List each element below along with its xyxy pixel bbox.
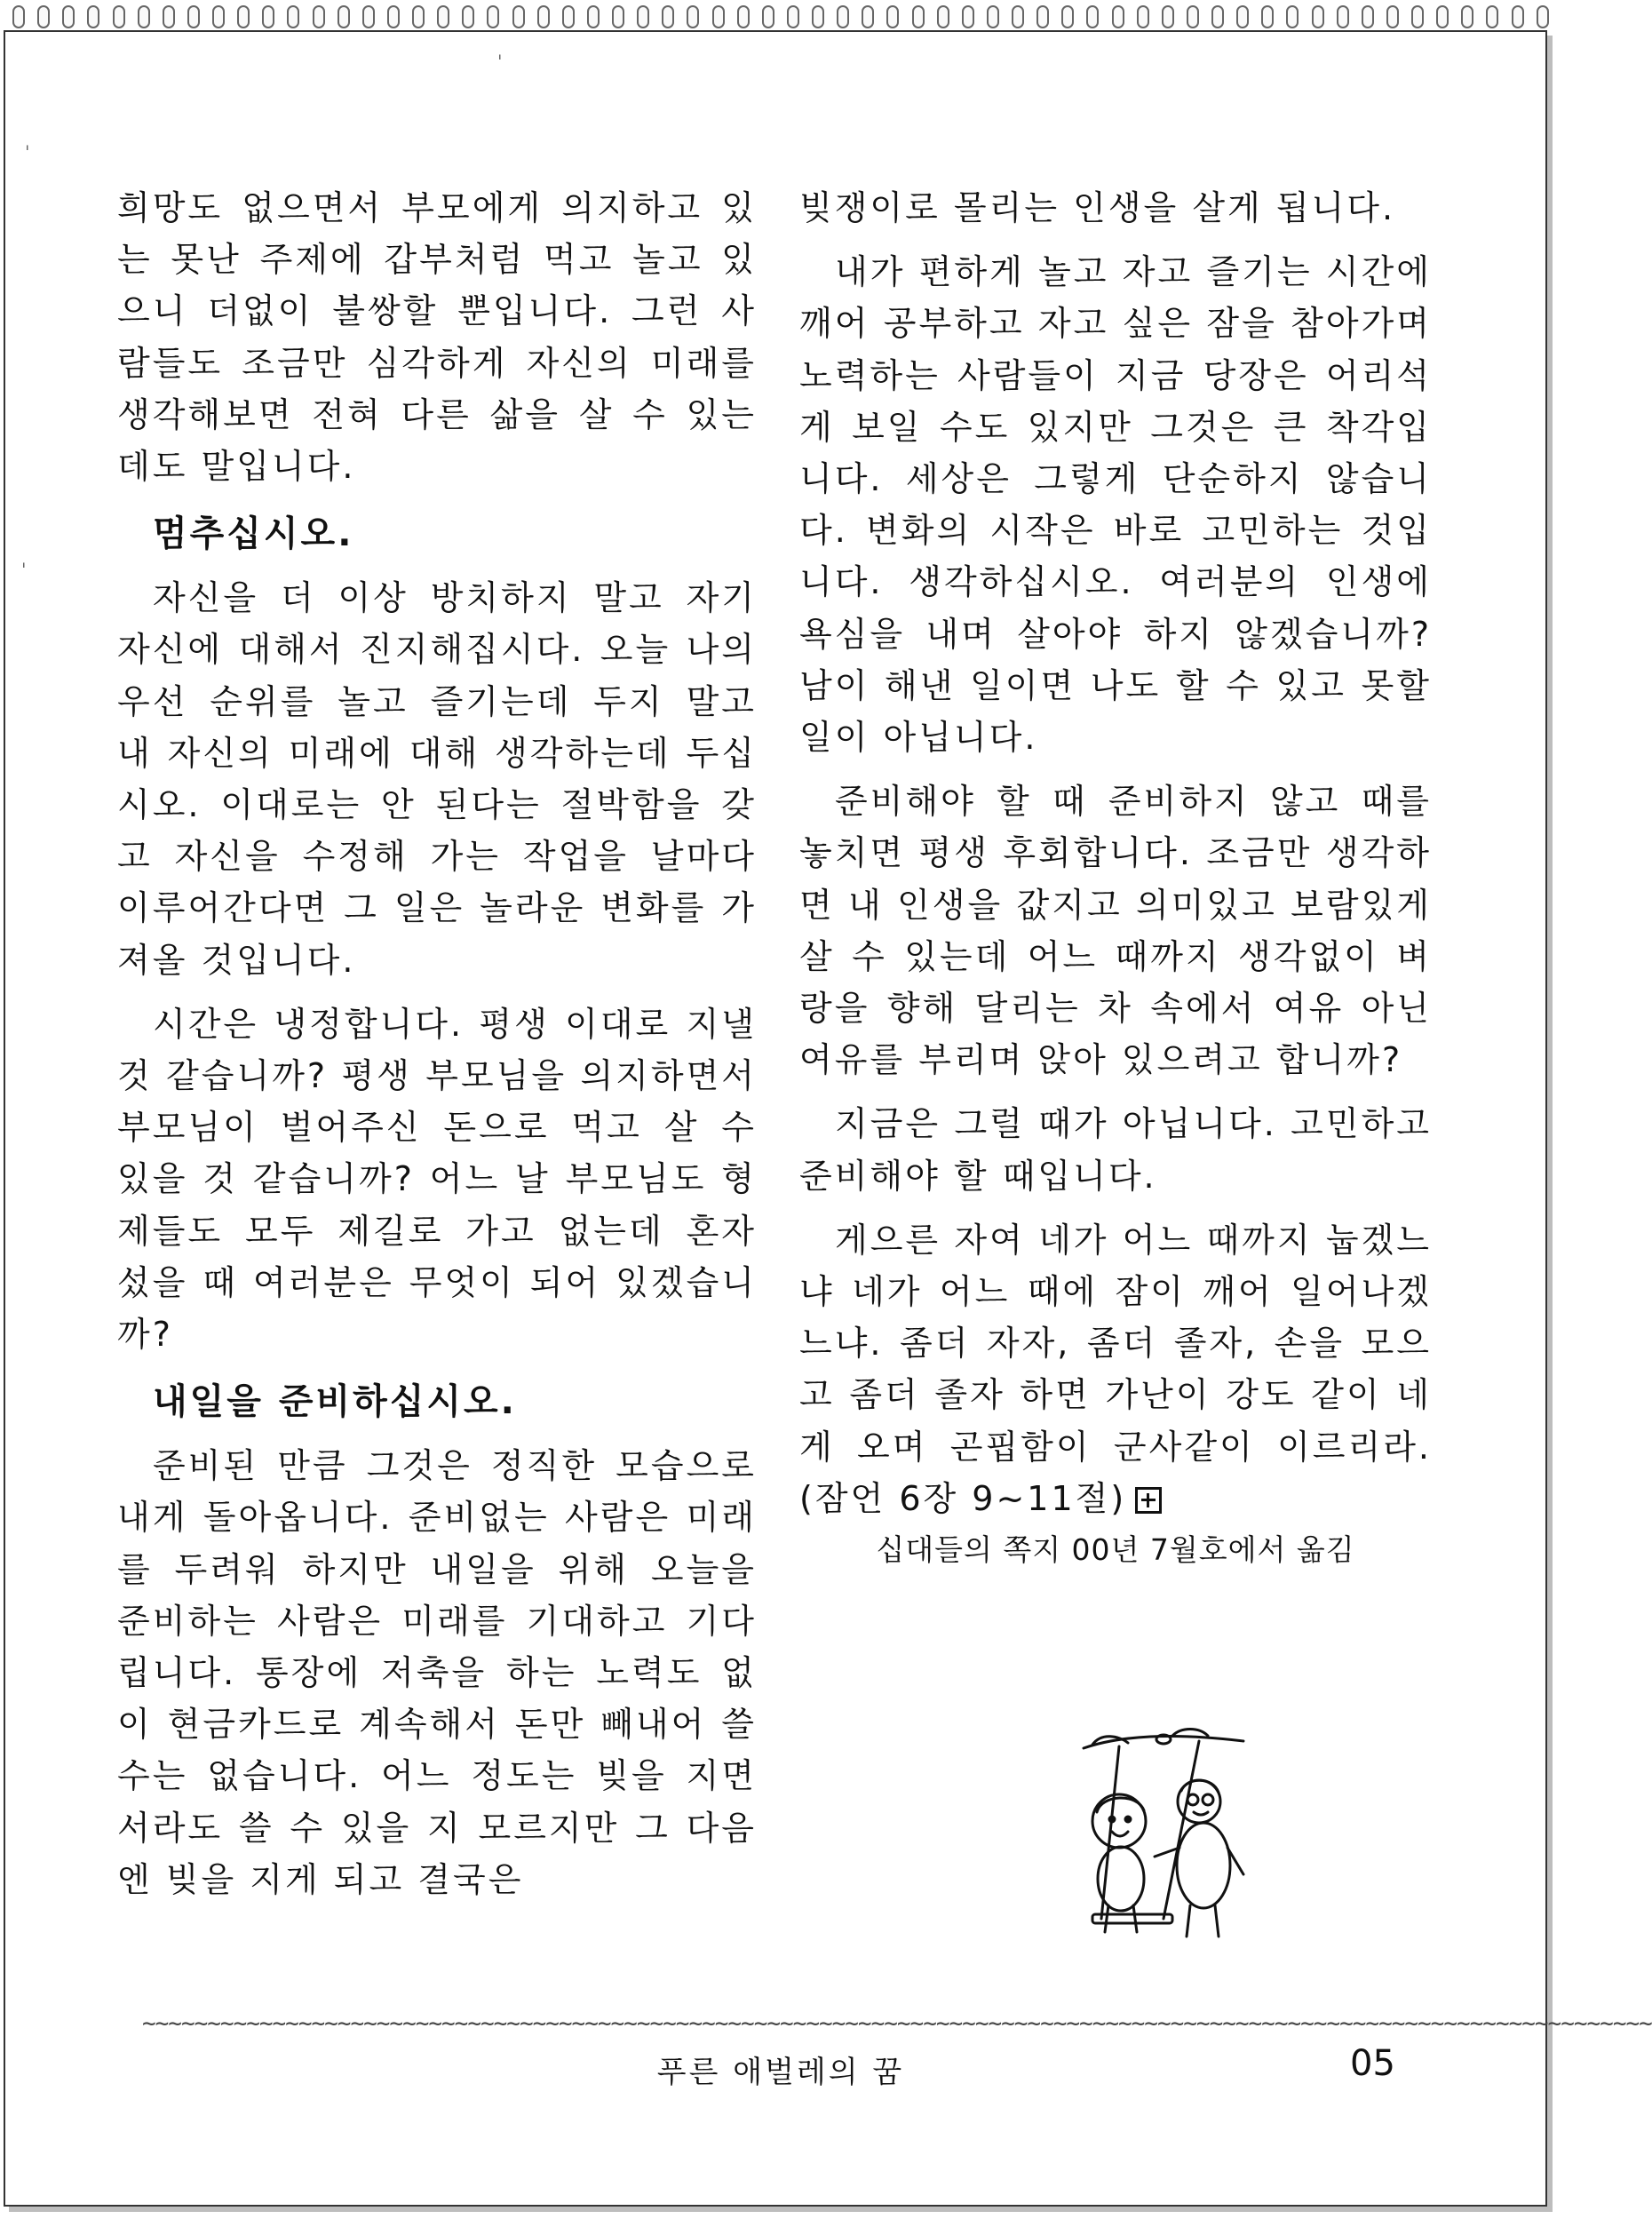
spiral-ring xyxy=(1537,5,1549,28)
spiral-ring xyxy=(1061,5,1074,28)
spiral-ring xyxy=(487,5,499,28)
spiral-ring xyxy=(1486,5,1498,28)
spiral-ring xyxy=(712,5,725,28)
spiral-ring xyxy=(562,5,575,28)
spiral-ring xyxy=(262,5,274,28)
spiral-ring xyxy=(1012,5,1024,28)
right-column xyxy=(799,182,1432,1576)
spiral-ring xyxy=(587,5,600,28)
spiral-ring xyxy=(462,5,474,28)
spiral-ring xyxy=(1386,5,1399,28)
spiral-ring xyxy=(187,5,200,28)
footer-title: 푸른 애벌레의 꿈 xyxy=(656,2055,905,2090)
spiral-ring xyxy=(62,5,75,28)
spiral-ring xyxy=(313,5,325,28)
spiral-ring xyxy=(1337,5,1349,28)
spiral-ring xyxy=(87,5,99,28)
left-paragraph-1: 희망도 없으면서 부모에게 의지하고 있는 못난 주제에 갑부처럼 먹고 놀고 있으니 더없이 불쌍할 뿐입니다. 그런 사람들도 조금만 심각하게 자신의 미래를 생각해보면 전혀 다른 삶을 살 수 있는데도 말입니다. xyxy=(117,188,757,487)
footer-divider: ~~~~~~~~~~~~~~~~~~~~~~~~~~~~~~~~~~~~~~~~~~~~~~~~~~~~~~~~~~~~~~~~~~~~~~~~~~~~~~~~~~~~~~~~~~~~~~~~~~~~~~~~~~~~~~~~~~~~ xyxy=(142,2010,1652,2037)
spiral-ring xyxy=(737,5,750,28)
spiral-ring xyxy=(1512,5,1524,28)
right-paragraph-1: 빚쟁이로 몰리는 인생을 살게 됩니다. xyxy=(799,188,1396,227)
spiral-ring xyxy=(512,5,525,28)
spiral-ring xyxy=(837,5,849,28)
spiral-ring xyxy=(1137,5,1149,28)
spiral-ring xyxy=(237,5,250,28)
spiral-ring xyxy=(163,5,175,28)
swing-illustration xyxy=(1066,1723,1279,1954)
spiral-ring xyxy=(338,5,350,28)
spiral-ring xyxy=(537,5,550,28)
spiral-ring xyxy=(787,5,799,28)
spiral-ring xyxy=(437,5,449,28)
spiral-ring xyxy=(612,5,624,28)
spiral-ring xyxy=(962,5,974,28)
margin-speck: ˈ xyxy=(497,52,503,73)
spiral-ring xyxy=(1286,5,1299,28)
spiral-ring xyxy=(1411,5,1424,28)
margin-speck: ˈ xyxy=(25,142,30,163)
spiral-ring xyxy=(687,5,699,28)
spiral-ring xyxy=(1036,5,1049,28)
spiral-ring xyxy=(138,5,150,28)
right-paragraph-3: 준비해야 할 때 준비하지 않고 때를 놓치면 평생 후회합니다. 조금만 생각하면 내 인생을 값지고 의미있고 보람있게 살 수 있는데 어느 때까지 생각없이 벼랑을 향해 달리는 차 속에서 여유 아닌 여유를 부리며 앉아 있으려고 합니까? xyxy=(799,782,1432,1080)
spiral-ring xyxy=(362,5,375,28)
right-paragraph-4: 지금은 그럴 때가 아닙니다. 고민하고 준비해야 할 때입니다. xyxy=(799,1104,1432,1196)
page-number: 05 xyxy=(1350,2043,1395,2084)
spiral-ring xyxy=(1112,5,1124,28)
spiral-ring xyxy=(212,5,225,28)
spiral-ring xyxy=(113,5,125,28)
left-paragraph-2: 자신을 더 이상 방치하지 말고 자기 자신에 대해서 진지해집시다. 오늘 나의 우선 순위를 놀고 즐기는데 두지 말고 내 자신의 미래에 대해 생각하는데 두십시오. 이대로는 안 된다는 절박함을 갖고 자신을 수정해 가는 작업을 날마다 이루어간다면 그 일은 놀라운 변화를 가져올 것입니다. xyxy=(117,578,757,980)
spiral-ring xyxy=(412,5,425,28)
spiral-ring xyxy=(12,5,25,28)
spiral-ring xyxy=(862,5,874,28)
spiral-ring xyxy=(1236,5,1249,28)
left-paragraph-3: 시간은 냉정합니다. 평생 이대로 지낼 것 같습니까? 평생 부모님을 의지하면서 부모님이 벌어주신 돈으로 먹고 살 수 있을 것 같습니까? 어느 날 부모님도 형제들도 모두 제길로 가고 없는데 혼자 섰을 때 여러분은 무엇이 되어 있겠습니까? xyxy=(117,1004,757,1355)
spiral-ring xyxy=(287,5,299,28)
spiral-ring xyxy=(762,5,774,28)
spiral-ring xyxy=(1362,5,1374,28)
left-column xyxy=(117,182,757,1905)
spiral-ring xyxy=(37,5,50,28)
end-mark-icon xyxy=(1135,1487,1162,1514)
spiral-ring xyxy=(387,5,400,28)
spiral-ring xyxy=(912,5,925,28)
source-note: 십대들의 쪽지 00년 7월호에서 옮김 xyxy=(876,1532,1355,1568)
spiral-ring xyxy=(1261,5,1274,28)
spiral-ring xyxy=(1312,5,1324,28)
spiral-ring xyxy=(1436,5,1449,28)
spiral-ring xyxy=(1162,5,1174,28)
proverb-text: 게으른 자여 네가 어느 때까지 눕겠느냐 네가 어느 때에 잠이 깨어 일어나겠느냐. 좀더 자자, 좀더 졸자, 손을 모으고 좀더 졸자 하면 가난이 강도 같이 네게 오며 곤핍함이 군사같이 이르리라.(잠언 6장 9~11절) xyxy=(799,1220,1432,1518)
heading-prepare: 내일을 준비하십시오. xyxy=(153,1381,517,1423)
left-paragraph-4: 준비된 만큼 그것은 정직한 모습으로 내게 돌아옵니다. 준비없는 사람은 미래를 두려워 하지만 내일을 위해 오늘을 준비하는 사람은 미래를 기대하고 기다립니다. 통장에 저축을 하는 노력도 없이 현금카드로 계속해서 돈만 빼내어 쓸 수는 없습니다. 어느 정도는 빚을 지면서라도 쓸 수 있을 지 모르지만 그 다음엔 빚을 지게 되고 결국은 xyxy=(117,1446,757,1899)
right-paragraph-2: 내가 편하게 놀고 자고 즐기는 시간에 깨어 공부하고 자고 싶은 잠을 참아가며 노력하는 사람들이 지금 당장은 어리석게 보일 수도 있지만 그것은 큰 착각입니다. 세상은 그렇게 단순하지 않습니다. 변화의 시작은 바로 고민하는 것입니다. 생각하십시오. 여러분의 인생에 욕심을 내며 살아야 하지 않겠습니까? 남이 해낸 일이면 나도 할 수 있고 못할 일이 아닙니다. xyxy=(799,252,1432,758)
spiral-ring xyxy=(1461,5,1473,28)
spiral-ring xyxy=(937,5,949,28)
right-paragraph-5 xyxy=(799,1214,1432,1524)
spiral-ring xyxy=(637,5,649,28)
spiral-ring xyxy=(1211,5,1224,28)
spiral-ring xyxy=(886,5,899,28)
margin-speck: ˈ xyxy=(21,560,27,581)
spiral-ring xyxy=(987,5,999,28)
heading-stop: 멈추십시오. xyxy=(153,513,354,555)
spiral-ring xyxy=(812,5,824,28)
spiral-ring xyxy=(1086,5,1099,28)
spiral-ring xyxy=(662,5,674,28)
spiral-ring xyxy=(1187,5,1199,28)
